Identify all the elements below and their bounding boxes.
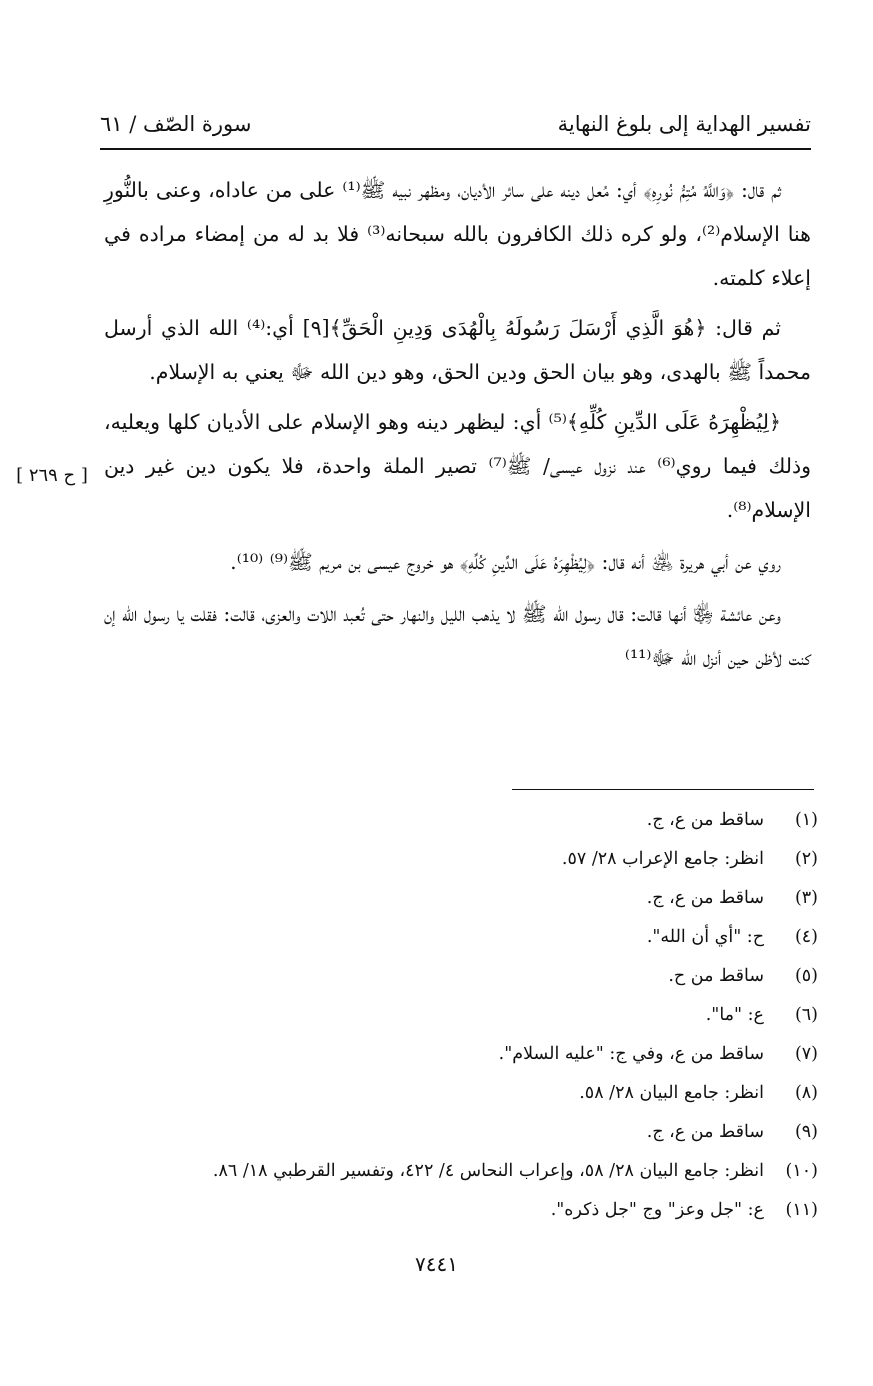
footnote-number: (٥) bbox=[794, 966, 818, 986]
paragraph-1: ثم قال: ﴿وَاللَّهُ مُتِمُّ نُورِهِ﴾ أي: مُعل دينه على سائر الأديان، ومظهر نبيه ﷺ⁽¹⁾ على من عاداه، وعنى بالنُّورِ هنا الإسلام⁽²⁾، ولو كره ذلك الكافرون بالله سبحانه⁽³⁾ فلا بد له من إمضاء مراده في إعلاء كلمته. bbox=[104, 178, 811, 290]
footnote bbox=[104, 1200, 818, 1239]
footnote bbox=[104, 1161, 818, 1200]
footnote-number: (٤) bbox=[794, 927, 818, 947]
footnote-number: (١) bbox=[794, 810, 818, 830]
footnote-number: (٨) bbox=[794, 1083, 818, 1103]
page-number: ٧٤٤١ bbox=[415, 1252, 458, 1276]
footnote bbox=[104, 1005, 818, 1044]
footnote bbox=[104, 1122, 818, 1161]
footnotes bbox=[104, 810, 818, 1239]
book-title: تفسير الهداية إلى بلوغ النهاية bbox=[557, 112, 811, 136]
footnote-number: (٩) bbox=[794, 1122, 818, 1142]
footnote-text: ح: "أي أن الله". bbox=[646, 927, 764, 947]
footnote bbox=[104, 810, 818, 849]
footnote-text: ساقط من ع، ج. bbox=[646, 810, 764, 830]
footnote bbox=[104, 1083, 818, 1122]
footnote-number: (٣) bbox=[794, 888, 818, 908]
main-text bbox=[104, 168, 811, 686]
footnote-text: ساقط من ع، وفي ج: "عليه السلام". bbox=[498, 1044, 764, 1064]
footnote-divider bbox=[512, 789, 814, 790]
footnote-text: انظر: جامع الإعراب ٢٨/ ٥٧. bbox=[561, 849, 764, 869]
footnote-text: ع: "ما". bbox=[705, 1005, 764, 1025]
footnote-number: (١١) bbox=[785, 1200, 818, 1220]
running-header bbox=[100, 106, 811, 142]
footnote bbox=[104, 1044, 818, 1083]
surah-page-label: سورة الصّف / ٦١ bbox=[100, 112, 252, 136]
footnote-text: ساقط من ع، ج. bbox=[646, 1122, 764, 1142]
footnote-text: ساقط من ح. bbox=[668, 966, 764, 986]
paragraph-5: وعن عائشة ﵂ أنها قالت: قال رسول الله ﷺ لا يذهب الليل والنهار حتى تُعبد اللات والعزى، قالت: فقلت يا رسول الله إن كنت لأظن حين أنزل الله ﷻ⁽¹¹⁾ bbox=[103, 602, 811, 670]
footnote bbox=[104, 849, 818, 888]
paragraph-3: ﴿لِيُظْهِرَهُ عَلَى الدِّينِ كُلِّهِ﴾⁽⁵⁾ أي: ليظهر دينه وهو الإسلام على الأديان كلها ويعليه، وذلك فيما روي⁽⁶⁾ عند نزول عيسى/ ﷺ⁽⁷⁾ تصير الملة واحدة، فلا يكون دين غير دين الإسلام⁽⁸⁾. bbox=[104, 410, 811, 522]
footnote-text: انظر: جامع البيان ٢٨/ ٥٨، وإعراب النحاس ٤/ ٤٢٢، وتفسير القرطبي ١٨/ ٨٦. bbox=[212, 1161, 764, 1181]
footnote-number: (٦) bbox=[794, 1005, 818, 1025]
header-divider bbox=[100, 148, 811, 150]
footnote-number: (٧) bbox=[794, 1044, 818, 1064]
footnote-text: ساقط من ع، ج. bbox=[646, 888, 764, 908]
footnote-text: ع: "جل وعز" وج "جل ذكره". bbox=[550, 1200, 764, 1220]
footnote bbox=[104, 927, 818, 966]
manuscript-page-marker: [ ح ٢٦٩ ] bbox=[16, 465, 88, 486]
footnote bbox=[104, 966, 818, 1005]
footnote-number: (١٠) bbox=[785, 1161, 818, 1181]
paragraph-2: ثم قال: ﴿هُوَ الَّذِي أَرْسَلَ رَسُولَهُ بِالْهُدَى وَدِينِ الْحَقِّ﴾[٩] أي:⁽⁴⁾ الله الذي أرسل محمداً ﷺ بالهدى، وهو بيان الحق ودين الحق، وهو دين الله ﷻ يعني به الإسلام. bbox=[104, 316, 811, 384]
paragraph-4: روي عن أبي هريرة ﵁ أنه قال: ﴿لِيُظْهِرَهُ عَلَى الدِّينِ كُلِّهِ﴾ هو خروج عيسى بن مريم ﷺ⁽⁹⁾ ⁽¹⁰⁾. bbox=[230, 550, 781, 574]
footnote bbox=[104, 888, 818, 927]
footnote-text: انظر: جامع البيان ٢٨/ ٥٨. bbox=[579, 1083, 764, 1103]
footnote-number: (٢) bbox=[794, 849, 818, 869]
